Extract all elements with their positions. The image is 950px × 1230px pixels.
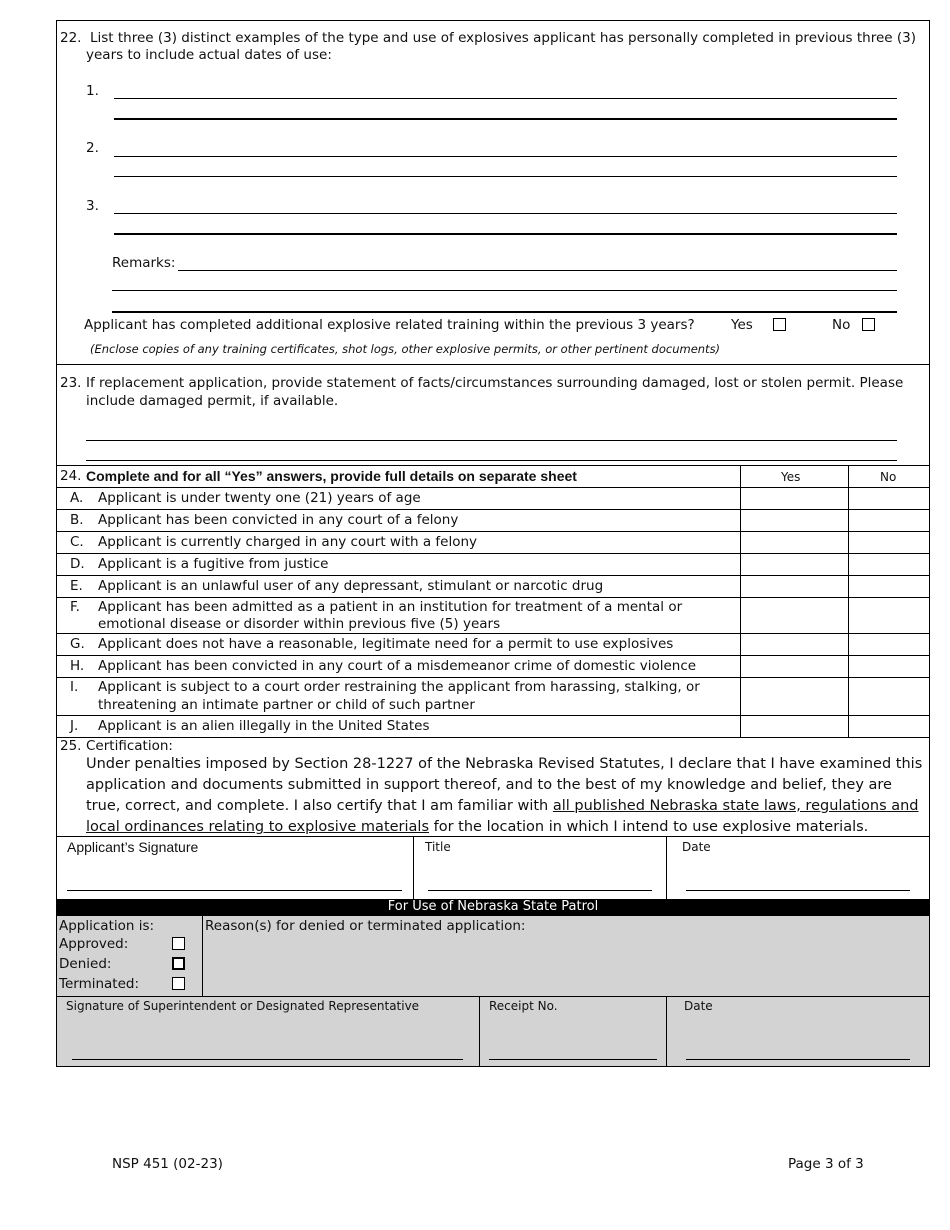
q24-row-f-text-line2: emotional disease or disorder within previous five (5) years	[98, 616, 501, 632]
q24-col-no: No	[880, 470, 897, 484]
q22-training-no-label: No	[832, 317, 851, 333]
applicant-date-line[interactable]	[686, 890, 910, 891]
q22-training-no-checkbox[interactable]	[862, 318, 875, 331]
q24-row-b-yes-cell[interactable]	[741, 510, 847, 531]
applicant-signature-label: Applicant’s Signature	[67, 839, 199, 855]
q24-row-f-no-cell[interactable]	[849, 598, 929, 633]
q24-row-f-letter: F.	[70, 599, 80, 615]
q22-q23-divider	[56, 364, 930, 365]
q24-row-h-letter: H.	[70, 658, 85, 674]
q22-text-line2: years to include actual dates of use:	[86, 47, 332, 63]
nsp-approved-label: Approved:	[59, 936, 129, 952]
q22-item-1-line-a[interactable]	[114, 98, 897, 99]
nsp-superintendent-signature-line[interactable]	[72, 1059, 463, 1060]
q25-line2: application and documents submitted in support thereof, and to the best of my knowledge and belief, they are	[86, 777, 892, 793]
q25-ordinances-link: local ordinances relating to explosive materials	[86, 819, 430, 835]
applicant-date-label: Date	[682, 840, 711, 854]
q24-row-f-yes-cell[interactable]	[741, 598, 847, 633]
q22-remarks-line-a[interactable]	[178, 270, 897, 271]
nsp-denied-checkbox[interactable]	[172, 957, 185, 970]
q24-row-i-letter: I.	[70, 679, 79, 695]
q22-training-yes-label: Yes	[731, 317, 753, 333]
q24-row-e-text: Applicant is an unlawful user of any depressant, stimulant or narcotic drug	[98, 578, 604, 594]
q24-row-j-letter: J.	[70, 718, 79, 734]
q24-row-c-letter: C.	[70, 534, 84, 550]
q25-laws-link: all published Nebraska state laws, regulations and	[552, 798, 919, 814]
nsp-receipt-line[interactable]	[489, 1059, 657, 1060]
q24-row-i-no-cell[interactable]	[849, 678, 929, 715]
q24-col-yes: Yes	[781, 470, 801, 484]
signature-row-divider-2	[666, 836, 667, 900]
q25-number: 25.	[60, 738, 82, 754]
q24-row-f-text-line1: Applicant has been admitted as a patient in an institution for treatment of a mental or	[98, 599, 683, 615]
nsp-signature-divider-2	[666, 996, 667, 1067]
q22-remarks-line-b[interactable]	[112, 290, 897, 291]
q24-row-g-text: Applicant does not have a reasonable, legitimate need for a permit to use explosives	[98, 636, 674, 652]
applicant-signature-line[interactable]	[67, 890, 402, 891]
q22-training-yes-checkbox[interactable]	[773, 318, 786, 331]
q24-row-g-no-cell[interactable]	[849, 634, 929, 655]
nsp-terminated-checkbox[interactable]	[172, 977, 185, 990]
q24-row-j-yes-cell[interactable]	[741, 716, 847, 737]
nsp-signature-divider-1	[479, 996, 480, 1067]
q23-line-a[interactable]	[86, 440, 897, 441]
q24-row-j-no-cell[interactable]	[849, 716, 929, 737]
q22-item-3-label: 3.	[86, 198, 99, 214]
q24-row-i-yes-cell[interactable]	[741, 678, 847, 715]
q22-item-2-label: 2.	[86, 140, 99, 156]
q22-number: 22.	[60, 30, 82, 46]
nsp-banner-text: For Use of Nebraska State Patrol	[387, 899, 599, 914]
q22-item-2-line-b[interactable]	[114, 176, 897, 177]
q25-line4	[86, 817, 868, 837]
q24-row-d-no-cell[interactable]	[849, 554, 929, 575]
q24-row-g-letter: G.	[70, 636, 85, 652]
q24-row-b-letter: B.	[70, 512, 84, 528]
q24-row-i-text-line2: threatening an intimate partner or child of such partner	[98, 697, 475, 713]
q23-line-b[interactable]	[86, 460, 897, 461]
q25-line3-text: true, correct, and complete. I also certify that I am familiar with	[86, 798, 553, 814]
nsp-application-is: Application is:	[59, 918, 155, 934]
q24-row-b-text: Applicant has been convicted in any court of a felony	[98, 512, 459, 528]
q24-number: 24.	[60, 468, 82, 484]
q22-item-3-line-a[interactable]	[114, 213, 897, 214]
q24-row-e-no-cell[interactable]	[849, 576, 929, 597]
q23-text-line1: If replacement application, provide statement of facts/circumstances surrounding damaged, lost or stolen permit. Please	[86, 375, 904, 391]
q25-heading: Certification:	[86, 738, 173, 754]
q24-title: Complete and for all “Yes” answers, provide full details on separate sheet	[86, 468, 577, 484]
q25-line1: Under penalties imposed by Section 28-1227 of the Nebraska Revised Statutes, I declare that I have examined this	[86, 756, 923, 772]
q24-row-c-no-cell[interactable]	[849, 532, 929, 553]
q24-row-e-yes-cell[interactable]	[741, 576, 847, 597]
q24-row-a-yes-cell[interactable]	[741, 488, 847, 509]
nsp-status-divider	[202, 915, 203, 997]
nsp-approved-checkbox[interactable]	[172, 937, 185, 950]
nsp-receipt-label: Receipt No.	[489, 999, 558, 1013]
form-number: NSP 451 (02-23)	[112, 1156, 223, 1172]
nsp-reasons-label: Reason(s) for denied or terminated application:	[205, 918, 526, 934]
q24-row-b-no-cell[interactable]	[849, 510, 929, 531]
q22-item-3-line-b[interactable]	[114, 233, 897, 235]
q23-text-line2: include damaged permit, if available.	[86, 393, 339, 409]
signature-row-top	[56, 836, 930, 837]
q24-row-e-letter: E.	[70, 578, 83, 594]
q24-row-c-text: Applicant is currently charged in any court with a felony	[98, 534, 478, 550]
q23-number: 23.	[60, 375, 82, 391]
q24-row-h-yes-cell[interactable]	[741, 656, 847, 677]
signature-row-divider-1	[413, 836, 414, 900]
q24-row-h-no-cell[interactable]	[849, 656, 929, 677]
q24-row-a-no-cell[interactable]	[849, 488, 929, 509]
title-label: Title	[425, 840, 451, 854]
q22-text-line1: List three (3) distinct examples of the type and use of explosives applicant has personally completed in previous three (3)	[90, 30, 917, 46]
q22-item-1-line-b[interactable]	[114, 118, 897, 120]
nsp-terminated-label: Terminated:	[59, 976, 140, 992]
q25-line3	[86, 796, 919, 816]
q24-row-d-yes-cell[interactable]	[741, 554, 847, 575]
q22-remarks-label: Remarks:	[112, 255, 176, 271]
q22-item-2-line-a[interactable]	[114, 156, 897, 157]
nsp-date-line[interactable]	[686, 1059, 910, 1060]
q24-row-a-letter: A.	[70, 490, 84, 506]
q22-enclose-note: (Enclose copies of any training certificates, shot logs, other explosive permits, or other pertinent documents)	[90, 342, 721, 356]
q24-row-a-text: Applicant is under twenty one (21) years of age	[98, 490, 421, 506]
q24-row-h-text: Applicant has been convicted in any court of a misdemeanor crime of domestic violence	[98, 658, 697, 674]
q24-row-c-yes-cell[interactable]	[741, 532, 847, 553]
q24-row-g-yes-cell[interactable]	[741, 634, 847, 655]
page-number: Page 3 of 3	[788, 1156, 864, 1172]
q24-row-d-letter: D.	[70, 556, 85, 572]
q22-training-question: Applicant has completed additional explosive related training within the previous 3 years?	[84, 317, 695, 333]
nsp-date-label: Date	[684, 999, 713, 1013]
q22-item-1-label: 1.	[86, 83, 99, 99]
q24-row-d-text: Applicant is a fugitive from justice	[98, 556, 329, 572]
q25-line4-text: for the location in which I intend to use explosive materials.	[429, 819, 869, 835]
q22-remarks-line-c[interactable]	[112, 311, 897, 313]
q24-row-i-text-line1: Applicant is subject to a court order restraining the applicant from harassing, stalking, or	[98, 679, 700, 695]
nsp-superintendent-signature-label: Signature of Superintendent or Designated Representative	[66, 999, 420, 1013]
q24-row-j-text: Applicant is an alien illegally in the United States	[98, 718, 430, 734]
nsp-denied-label: Denied:	[59, 956, 112, 972]
title-line[interactable]	[428, 890, 652, 891]
